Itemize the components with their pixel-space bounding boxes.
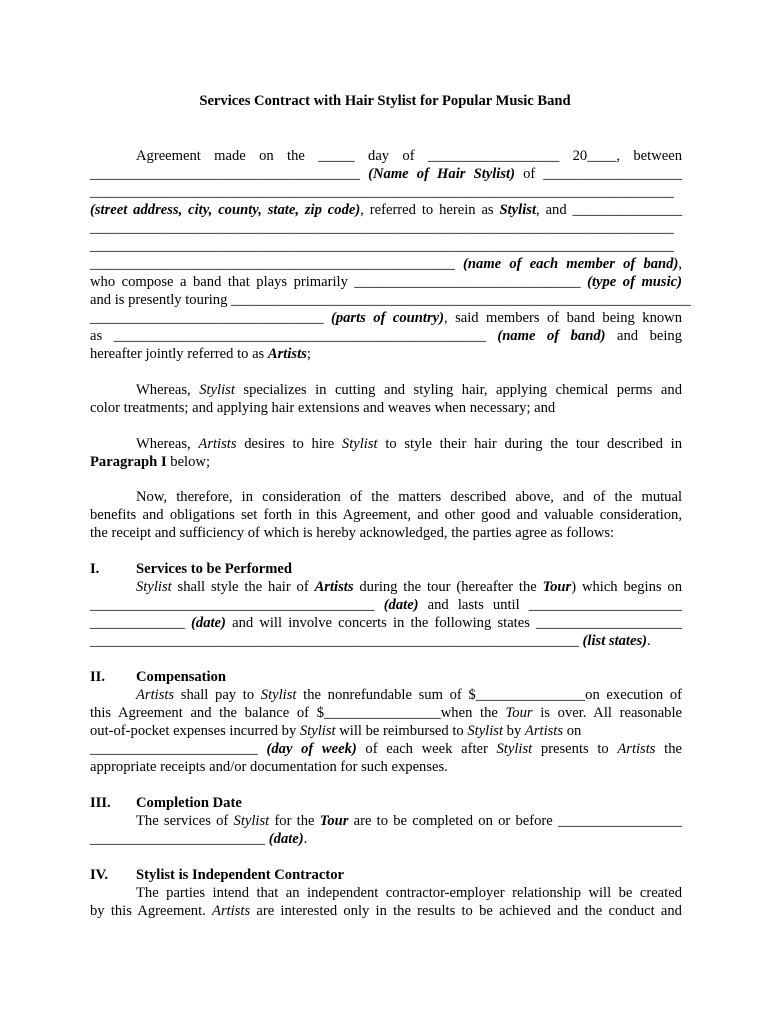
preamble-line-11: as ___________________________________________________ (name of band) and being bbox=[90, 328, 682, 344]
section-1-line-3: _____________ (date) and will involve concerts in the following states ____________________ bbox=[90, 615, 682, 632]
preamble-line-9: and is presently touring _______________________________________________________________ bbox=[90, 292, 691, 308]
preamble-line-3: ________________________________________________________________________________ bbox=[90, 184, 674, 200]
recital-line-3: the receipt and sufficiency of which is hereby acknowledged, the parties agree as follows: bbox=[90, 525, 615, 542]
section-2-line-4: _______________________ (day of week) of each week after Stylist presents to Artists the bbox=[90, 740, 682, 757]
section-1-line-4: ___________________________________________________________________ (list states). bbox=[90, 633, 651, 650]
preamble-line-7: __________________________________________________ (name of each member of band), bbox=[90, 256, 682, 272]
section-4-line-1: The parties intend that an independent contractor-employer relationship will be created bbox=[136, 884, 682, 901]
whereas-2-line-1: Whereas, Artists desires to hire Stylist to style their hair during the tour described in bbox=[136, 435, 683, 452]
section-heading-1: I. Services to be Performed bbox=[90, 561, 293, 578]
section-1-line-2: _______________________________________ (date) and lasts until _____________________ bbox=[90, 597, 682, 614]
recital-line-2: benefits and obligations set forth in this Agreement, and other good and valuable consideration, bbox=[90, 507, 682, 524]
preamble-line-4: (street address, city, county, state, zip code), referred to herein as Stylist, and _______________ bbox=[90, 202, 682, 218]
preamble-line-6: ________________________________________________________________________________ bbox=[90, 238, 674, 254]
document-title: Services Contract with Hair Stylist for Popular Music Band bbox=[199, 93, 571, 109]
section-2-line-2: this Agreement and the balance of $________________when the Tour is over. All reasonable bbox=[90, 704, 682, 721]
preamble-line-1: Agreement made on the _____ day of __________________ 20____, between bbox=[136, 148, 682, 164]
section-3-line-1: The services of Stylist for the Tour are to be completed on or before _________________ bbox=[136, 812, 683, 829]
whereas-1-line-2: color treatments; and applying hair extensions and weaves when necessary; and bbox=[90, 399, 556, 416]
recital-line-1: Now, therefore, in consideration of the matters described above, and of the mutual bbox=[136, 489, 682, 506]
section-heading-2: II. Compensation bbox=[90, 668, 227, 685]
section-2-line-1: Artists shall pay to Stylist the nonrefundable sum of $_______________on execution of bbox=[136, 686, 682, 703]
section-heading-4: IV. Stylist is Independent Contractor bbox=[90, 866, 344, 883]
section-heading-3: III. Completion Date bbox=[90, 794, 242, 811]
whereas-1-line-1: Whereas, Stylist specializes in cutting and styling hair, applying chemical perms and bbox=[136, 381, 683, 398]
section-2-line-5: appropriate receipts and/or documentation for such expenses. bbox=[90, 758, 448, 775]
preamble-line-5: ________________________________________________________________________________ bbox=[90, 220, 674, 236]
preamble-line-2: _____________________________________ (Name of Hair Stylist) of ___________________ bbox=[90, 166, 682, 182]
document-body bbox=[90, 147, 691, 920]
section-3-line-2: ________________________ (date). bbox=[90, 830, 308, 847]
whereas-2-line-2: Paragraph I below; bbox=[90, 453, 210, 470]
section-4-line-2: by this Agreement. Artists are interested only in the results to be achieved and the conduct and bbox=[90, 902, 682, 919]
preamble-line-10: ________________________________ (parts of country), said members of band being known bbox=[90, 310, 682, 326]
preamble-line-8: who compose a band that plays primarily _______________________________ (type of music) bbox=[90, 274, 682, 290]
section-1-line-1: Stylist shall style the hair of Artists during the tour (hereafter the Tour) which begins on bbox=[136, 579, 682, 596]
preamble-line-12: hereafter jointly referred to as Artists; bbox=[90, 346, 311, 362]
section-2-line-3: out-of-pocket expenses incurred by Stylist will be reimbursed to Stylist by Artists on bbox=[90, 722, 582, 739]
